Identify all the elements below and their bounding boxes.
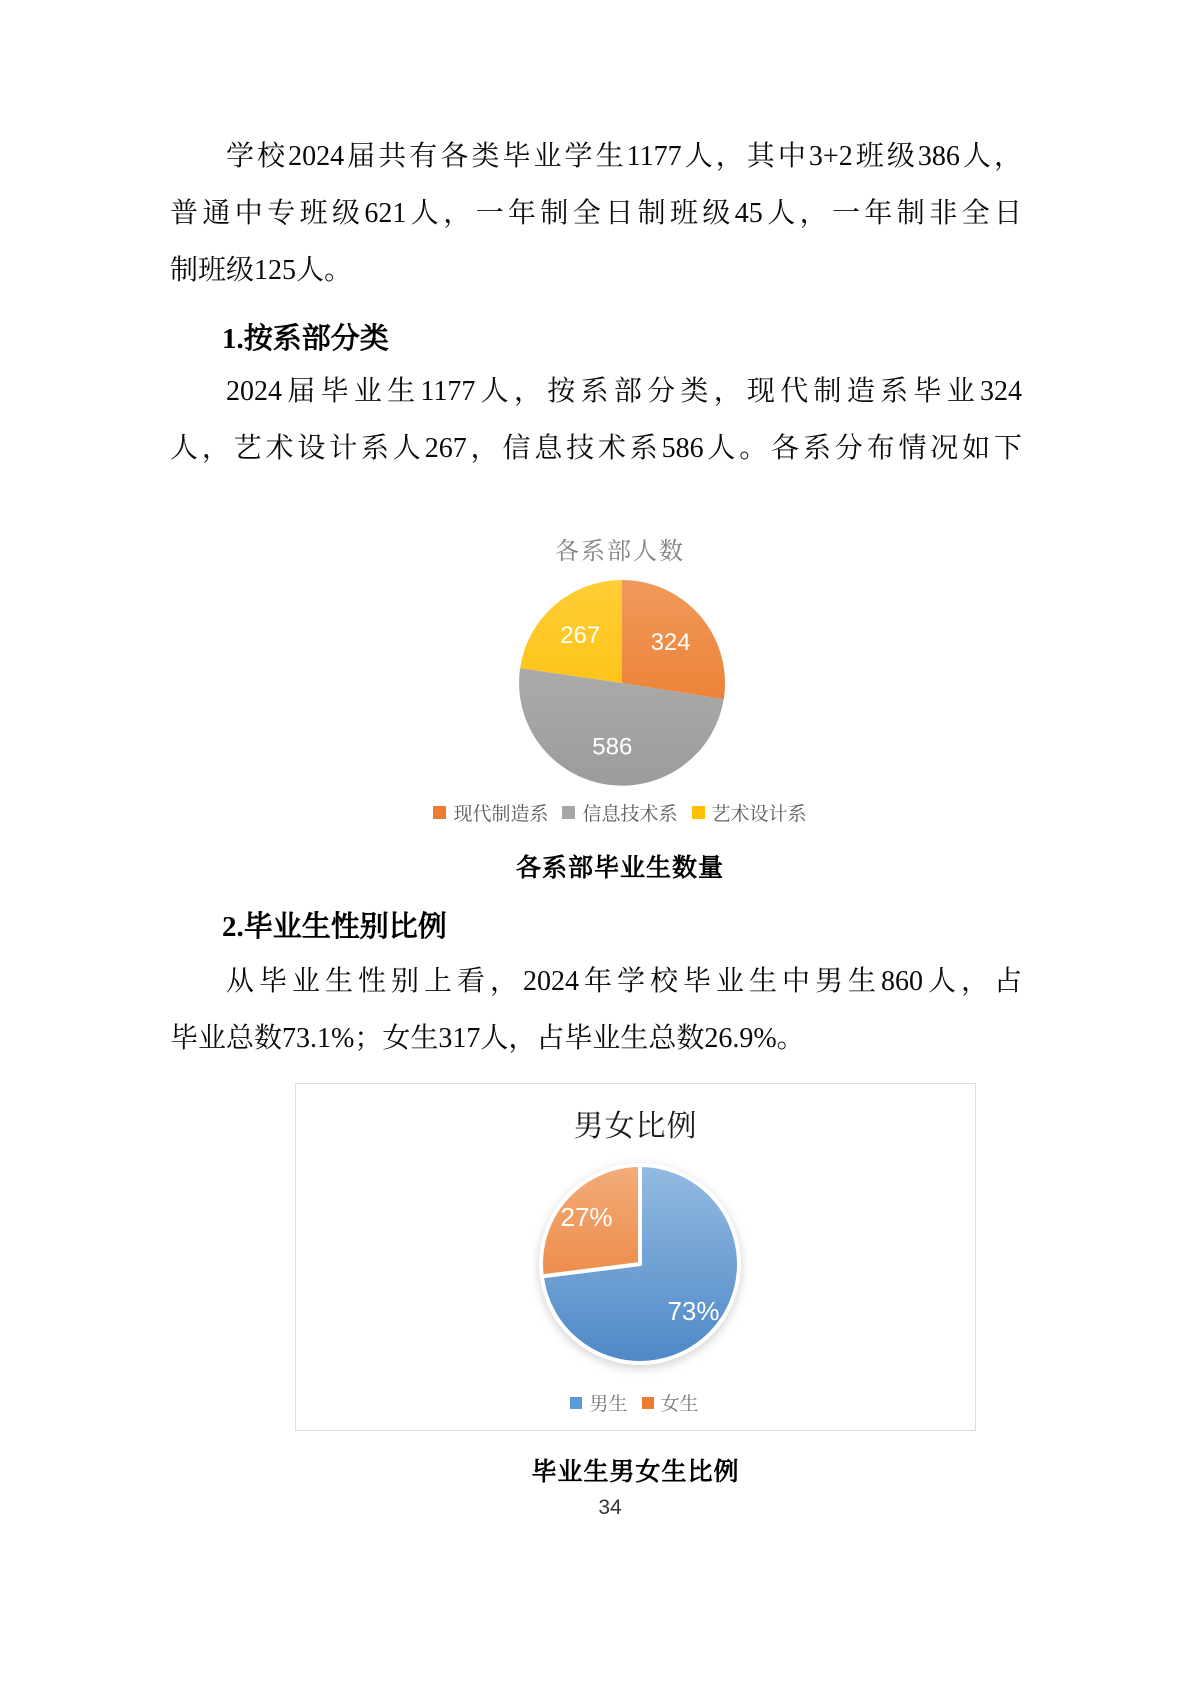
legend-item-现代制造系 bbox=[433, 799, 548, 826]
legend-label: 艺术设计系 bbox=[711, 804, 807, 825]
paragraph-line: 普通中专班级621人，一年制全日制班级45人，一年制非全日 bbox=[170, 198, 1022, 229]
paragraph-line: 人，艺术设计系人267，信息技术系586人。各系分布情况如下 bbox=[170, 433, 1022, 464]
chart2-title: 男女比例 bbox=[573, 1110, 698, 1143]
department-pie-chart bbox=[510, 571, 734, 795]
pie-data-label: 73% bbox=[667, 1296, 720, 1327]
legend-swatch bbox=[570, 1397, 582, 1409]
section-heading-1: 1.按系部分类 bbox=[222, 323, 389, 355]
legend-swatch bbox=[692, 806, 705, 819]
paragraph-line: 毕业总数73.1%；女生317人，占毕业生总数26.9%。 bbox=[170, 1023, 805, 1054]
legend-label: 现代制造系 bbox=[453, 804, 549, 825]
chart1-title: 各系部人数 bbox=[555, 538, 685, 565]
paragraph-line: 2024届毕业生1177人，按系部分类，现代制造系毕业324 bbox=[226, 376, 1022, 407]
legend-item-男生 bbox=[570, 1389, 627, 1416]
pie-data-label: 27% bbox=[560, 1202, 613, 1232]
legend-swatch bbox=[433, 806, 446, 819]
pie-data-label: 267 bbox=[560, 622, 601, 650]
legend-item-女生 bbox=[642, 1389, 699, 1416]
chart1-caption: 各系部毕业生数量 bbox=[515, 855, 724, 882]
pie-data-label: 586 bbox=[592, 733, 633, 761]
legend-item-信息技术系 bbox=[562, 799, 677, 826]
legend-swatch bbox=[562, 806, 575, 819]
legend-label: 女生 bbox=[660, 1394, 699, 1415]
legend-swatch bbox=[642, 1397, 654, 1409]
gender-pie-chart bbox=[528, 1152, 752, 1376]
paragraph-line: 学校2024届共有各类毕业学生1177人，其中3+2班级386人， bbox=[226, 141, 1022, 172]
paragraph-line: 制班级125人。 bbox=[170, 255, 353, 286]
paragraph-line: 从毕业生性别上看，2024年学校毕业生中男生860人，占 bbox=[226, 966, 1022, 997]
page-number: 34 bbox=[598, 1496, 622, 1519]
chart2-legend bbox=[295, 1389, 974, 1416]
legend-item-艺术设计系 bbox=[692, 799, 807, 826]
legend-label: 男生 bbox=[589, 1394, 628, 1415]
chart1-legend bbox=[170, 799, 1070, 826]
pie-data-label: 324 bbox=[650, 629, 691, 656]
chart2-caption: 毕业生男女生比例 bbox=[531, 1459, 740, 1486]
legend-label: 信息技术系 bbox=[582, 804, 678, 825]
section-heading-2: 2.毕业生性别比例 bbox=[222, 911, 447, 943]
